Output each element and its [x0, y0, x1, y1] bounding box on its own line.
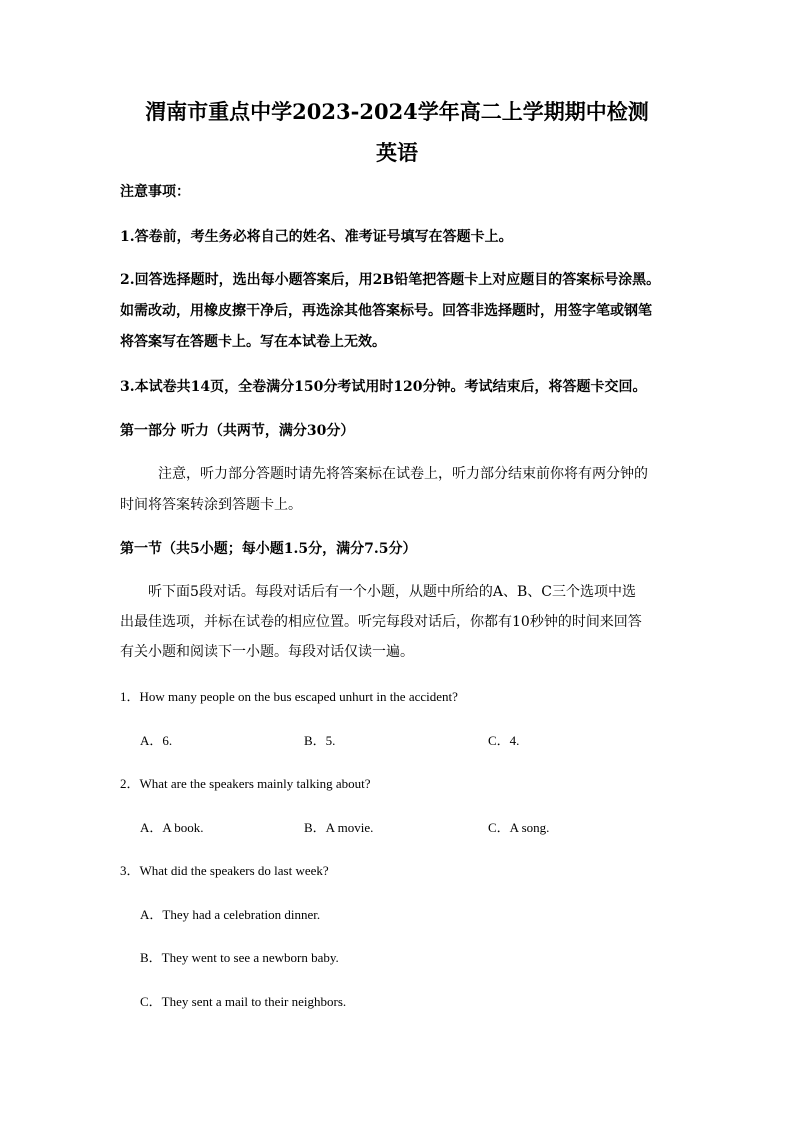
- question-3-option-a: A．They had a celebration dinner.: [140, 907, 321, 922]
- notes-heading: 注意事项：: [120, 184, 190, 200]
- section1-instruction-line-2: 出最佳选项，并标在试卷的相应位置。听完每段对话后，你都有10秒钟的时间来回答: [120, 614, 642, 630]
- section1-instruction-line-1: 听下面5段对话。每段对话后有一个小题，从题中所给的A、B、C三个选项中选: [148, 584, 637, 600]
- part1-instruction-line-1: 注意，听力部分答题时请先将答案标在试卷上，听力部分结束前你将有两分钟的: [158, 466, 648, 482]
- note-item-2-line-1: 2.回答选择题时，选出每小题答案后，用2B铅笔把答题卡上对应题目的答案标号涂黑。: [120, 272, 661, 288]
- note-item-3: 3.本试卷共14页，全卷满分150分考试用时120分钟。考试结束后，将答题卡交回。: [120, 379, 647, 395]
- note-item-2-line-3: 将答案写在答题卡上。写在本试卷上无效。: [120, 334, 386, 350]
- question-2-option-b: B．A movie.: [304, 820, 374, 835]
- question-3-option-c: C．They sent a mail to their neighbors.: [140, 994, 347, 1009]
- question-2-stem: 2．What are the speakers mainly talking about?: [120, 776, 371, 791]
- exam-title: 渭南市重点中学2023-2024学年高二上学期期中检测: [145, 99, 649, 124]
- question-3-stem: 3．What did the speakers do last week?: [120, 863, 329, 878]
- section1-instruction-line-3: 有关小题和阅读下一小题。每段对话仅读一遍。: [120, 644, 414, 660]
- note-item-2-line-2: 如需改动，用橡皮擦干净后，再选涂其他答案标号。回答非选择题时，用签字笔或钢笔: [120, 303, 652, 319]
- section1-heading: 第一节（共5小题；每小题1.5分，满分7.5分）: [120, 541, 417, 557]
- part1-heading: 第一部分 听力（共两节，满分30分）: [120, 423, 355, 439]
- question-3-option-b: B．They went to see a newborn baby.: [140, 950, 339, 965]
- note-item-1: 1.答卷前，考生务必将自己的姓名、准考证号填写在答题卡上。: [120, 229, 513, 245]
- exam-subject: 英语: [376, 140, 418, 165]
- question-1-option-b: B．5.: [304, 733, 336, 748]
- question-2-option-a: A．A book.: [140, 820, 204, 835]
- part1-instruction-line-2: 时间将答案转涂到答题卡上。: [120, 497, 302, 513]
- question-1-option-c: C．4.: [488, 733, 520, 748]
- question-1-stem: 1．How many people on the bus escaped unhurt in the accident?: [120, 689, 458, 704]
- question-2-option-c: C．A song.: [488, 820, 550, 835]
- question-1-option-a: A．6.: [140, 733, 173, 748]
